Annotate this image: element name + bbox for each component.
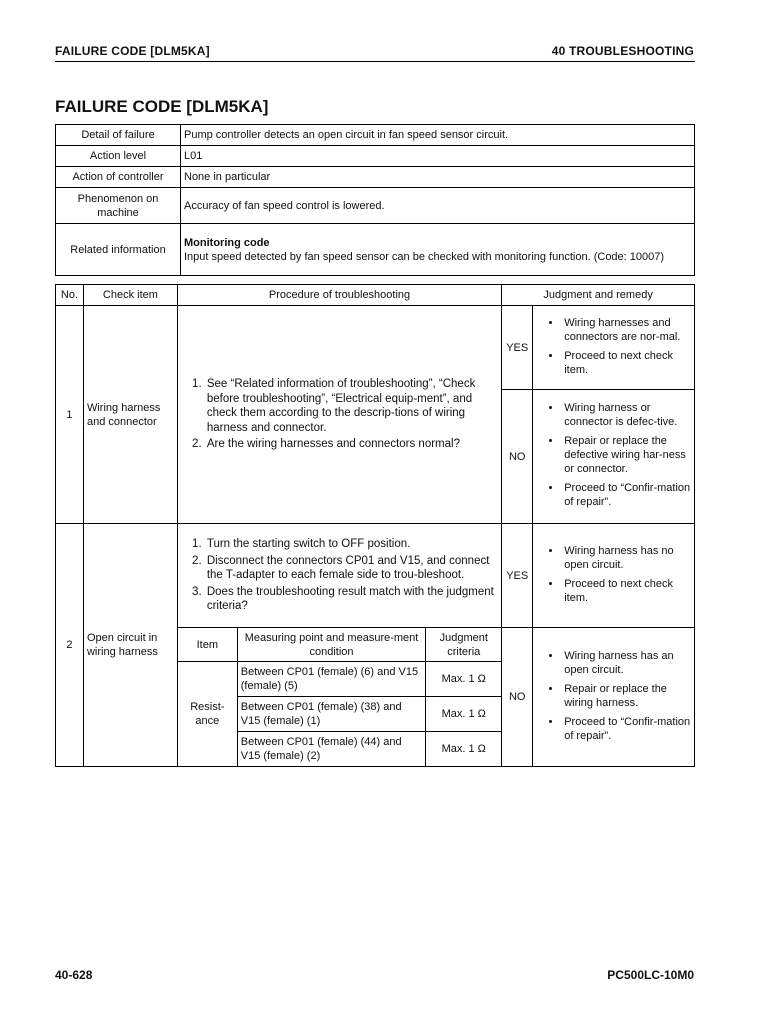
running-header-right: 40 TROUBLESHOOTING bbox=[551, 44, 694, 58]
row1-no: 1 bbox=[56, 306, 84, 524]
row2-step: 3. Does the troubleshooting result match with the judgment criteria? bbox=[205, 585, 498, 614]
related-value: Input speed detected by fan speed sensor can be checked with monitoring function. (Code: 10007) bbox=[184, 250, 665, 263]
row1-step: 2. Are the wiring harnesses and connectors normal? bbox=[205, 437, 498, 452]
header-check-item: Check item bbox=[83, 285, 177, 306]
resistance-label: Resist-ance bbox=[177, 662, 237, 767]
judgment-criteria: Max. 1 Ω bbox=[426, 732, 502, 767]
row2-procedure bbox=[177, 524, 501, 628]
page-number: 40-628 bbox=[55, 968, 93, 982]
row1-yes-remedy bbox=[533, 306, 695, 390]
related-heading: Monitoring code bbox=[184, 236, 270, 249]
judgment-criteria: Max. 1 Ω bbox=[426, 697, 502, 732]
remedy-item: • Proceed to next check item. bbox=[562, 349, 691, 377]
row1-no-remedy bbox=[533, 390, 695, 524]
detail-value: Pump controller detects an open circuit in fan speed sensor circuit. bbox=[181, 125, 695, 146]
row2-no: 2 bbox=[56, 524, 84, 767]
phenomenon-value: Accuracy of fan speed control is lowered. bbox=[181, 188, 695, 224]
measuring-point: Between CP01 (female) (44) and V15 (female) (2) bbox=[237, 732, 426, 767]
measuring-point: Between CP01 (female) (38) and V15 (female) (1) bbox=[237, 697, 426, 732]
related-value-cell bbox=[181, 224, 695, 276]
remedy-item: • Proceed to next check item. bbox=[562, 577, 691, 605]
row2-yes-remedy bbox=[533, 524, 695, 628]
related-label: Related information bbox=[56, 224, 181, 276]
running-header-left: FAILURE CODE [DLM5KA] bbox=[55, 44, 210, 58]
row2-item: Open circuit in wiring harness bbox=[83, 524, 177, 767]
remedy-item: • Wiring harness has an open circuit. bbox=[562, 649, 691, 677]
page-title: FAILURE CODE [DLM5KA] bbox=[55, 97, 269, 116]
row2-yes-label: YES bbox=[502, 524, 533, 628]
sub-header-item: Item bbox=[177, 628, 237, 662]
row2-step: 1. Turn the starting switch to OFF position. bbox=[205, 537, 498, 552]
remedy-item: • Wiring harnesses and connectors are nor-mal. bbox=[562, 316, 691, 344]
row2-step: 2. Disconnect the connectors CP01 and V15, and connect the T-adapter to each female side to trou-bleshoot. bbox=[205, 554, 498, 583]
sub-header-measuring: Measuring point and measure-ment condition bbox=[237, 628, 426, 662]
row2-no-remedy bbox=[533, 628, 695, 767]
action-level-value: L01 bbox=[181, 146, 695, 167]
row1-no-label: NO bbox=[502, 390, 533, 524]
remedy-item: • Wiring harness or connector is defec-tive. bbox=[562, 401, 691, 429]
header-judgment: Judgment and remedy bbox=[502, 285, 695, 306]
judgment-criteria: Max. 1 Ω bbox=[426, 662, 502, 697]
row2-no-label: NO bbox=[502, 628, 533, 767]
detail-label: Detail of failure bbox=[56, 125, 181, 146]
remedy-item: • Repair or replace the defective wiring har-ness or connector. bbox=[562, 434, 691, 476]
action-controller-label: Action of controller bbox=[56, 167, 181, 188]
model-number: PC500LC-10M0 bbox=[607, 968, 694, 982]
remedy-item: • Wiring harness has no open circuit. bbox=[562, 544, 691, 572]
measuring-point: Between CP01 (female) (6) and V15 (female) (5) bbox=[237, 662, 426, 697]
row1-procedure bbox=[177, 306, 501, 524]
remedy-item: • Proceed to “Confir-mation of repair”. bbox=[562, 715, 691, 743]
row1-item: Wiring harness and connector bbox=[83, 306, 177, 524]
failure-info-table bbox=[55, 124, 695, 276]
header-rule bbox=[55, 61, 695, 62]
row1-yes-label: YES bbox=[502, 306, 533, 390]
row1-step: 1. See “Related information of troubleshooting”, “Check before troubleshooting”, “Electrical equip-ment”, and check them according to the descrip-tions of wiring harness and connector. bbox=[205, 377, 498, 435]
action-controller-value: None in particular bbox=[181, 167, 695, 188]
header-no: No. bbox=[56, 285, 84, 306]
action-level-label: Action level bbox=[56, 146, 181, 167]
troubleshooting-table bbox=[55, 284, 695, 767]
remedy-item: • Repair or replace the wiring harness. bbox=[562, 682, 691, 710]
sub-header-criteria: Judgment criteria bbox=[426, 628, 502, 662]
phenomenon-label: Phenomenon on machine bbox=[56, 188, 181, 224]
remedy-item: • Proceed to “Confir-mation of repair”. bbox=[562, 481, 691, 509]
header-procedure: Procedure of troubleshooting bbox=[177, 285, 501, 306]
